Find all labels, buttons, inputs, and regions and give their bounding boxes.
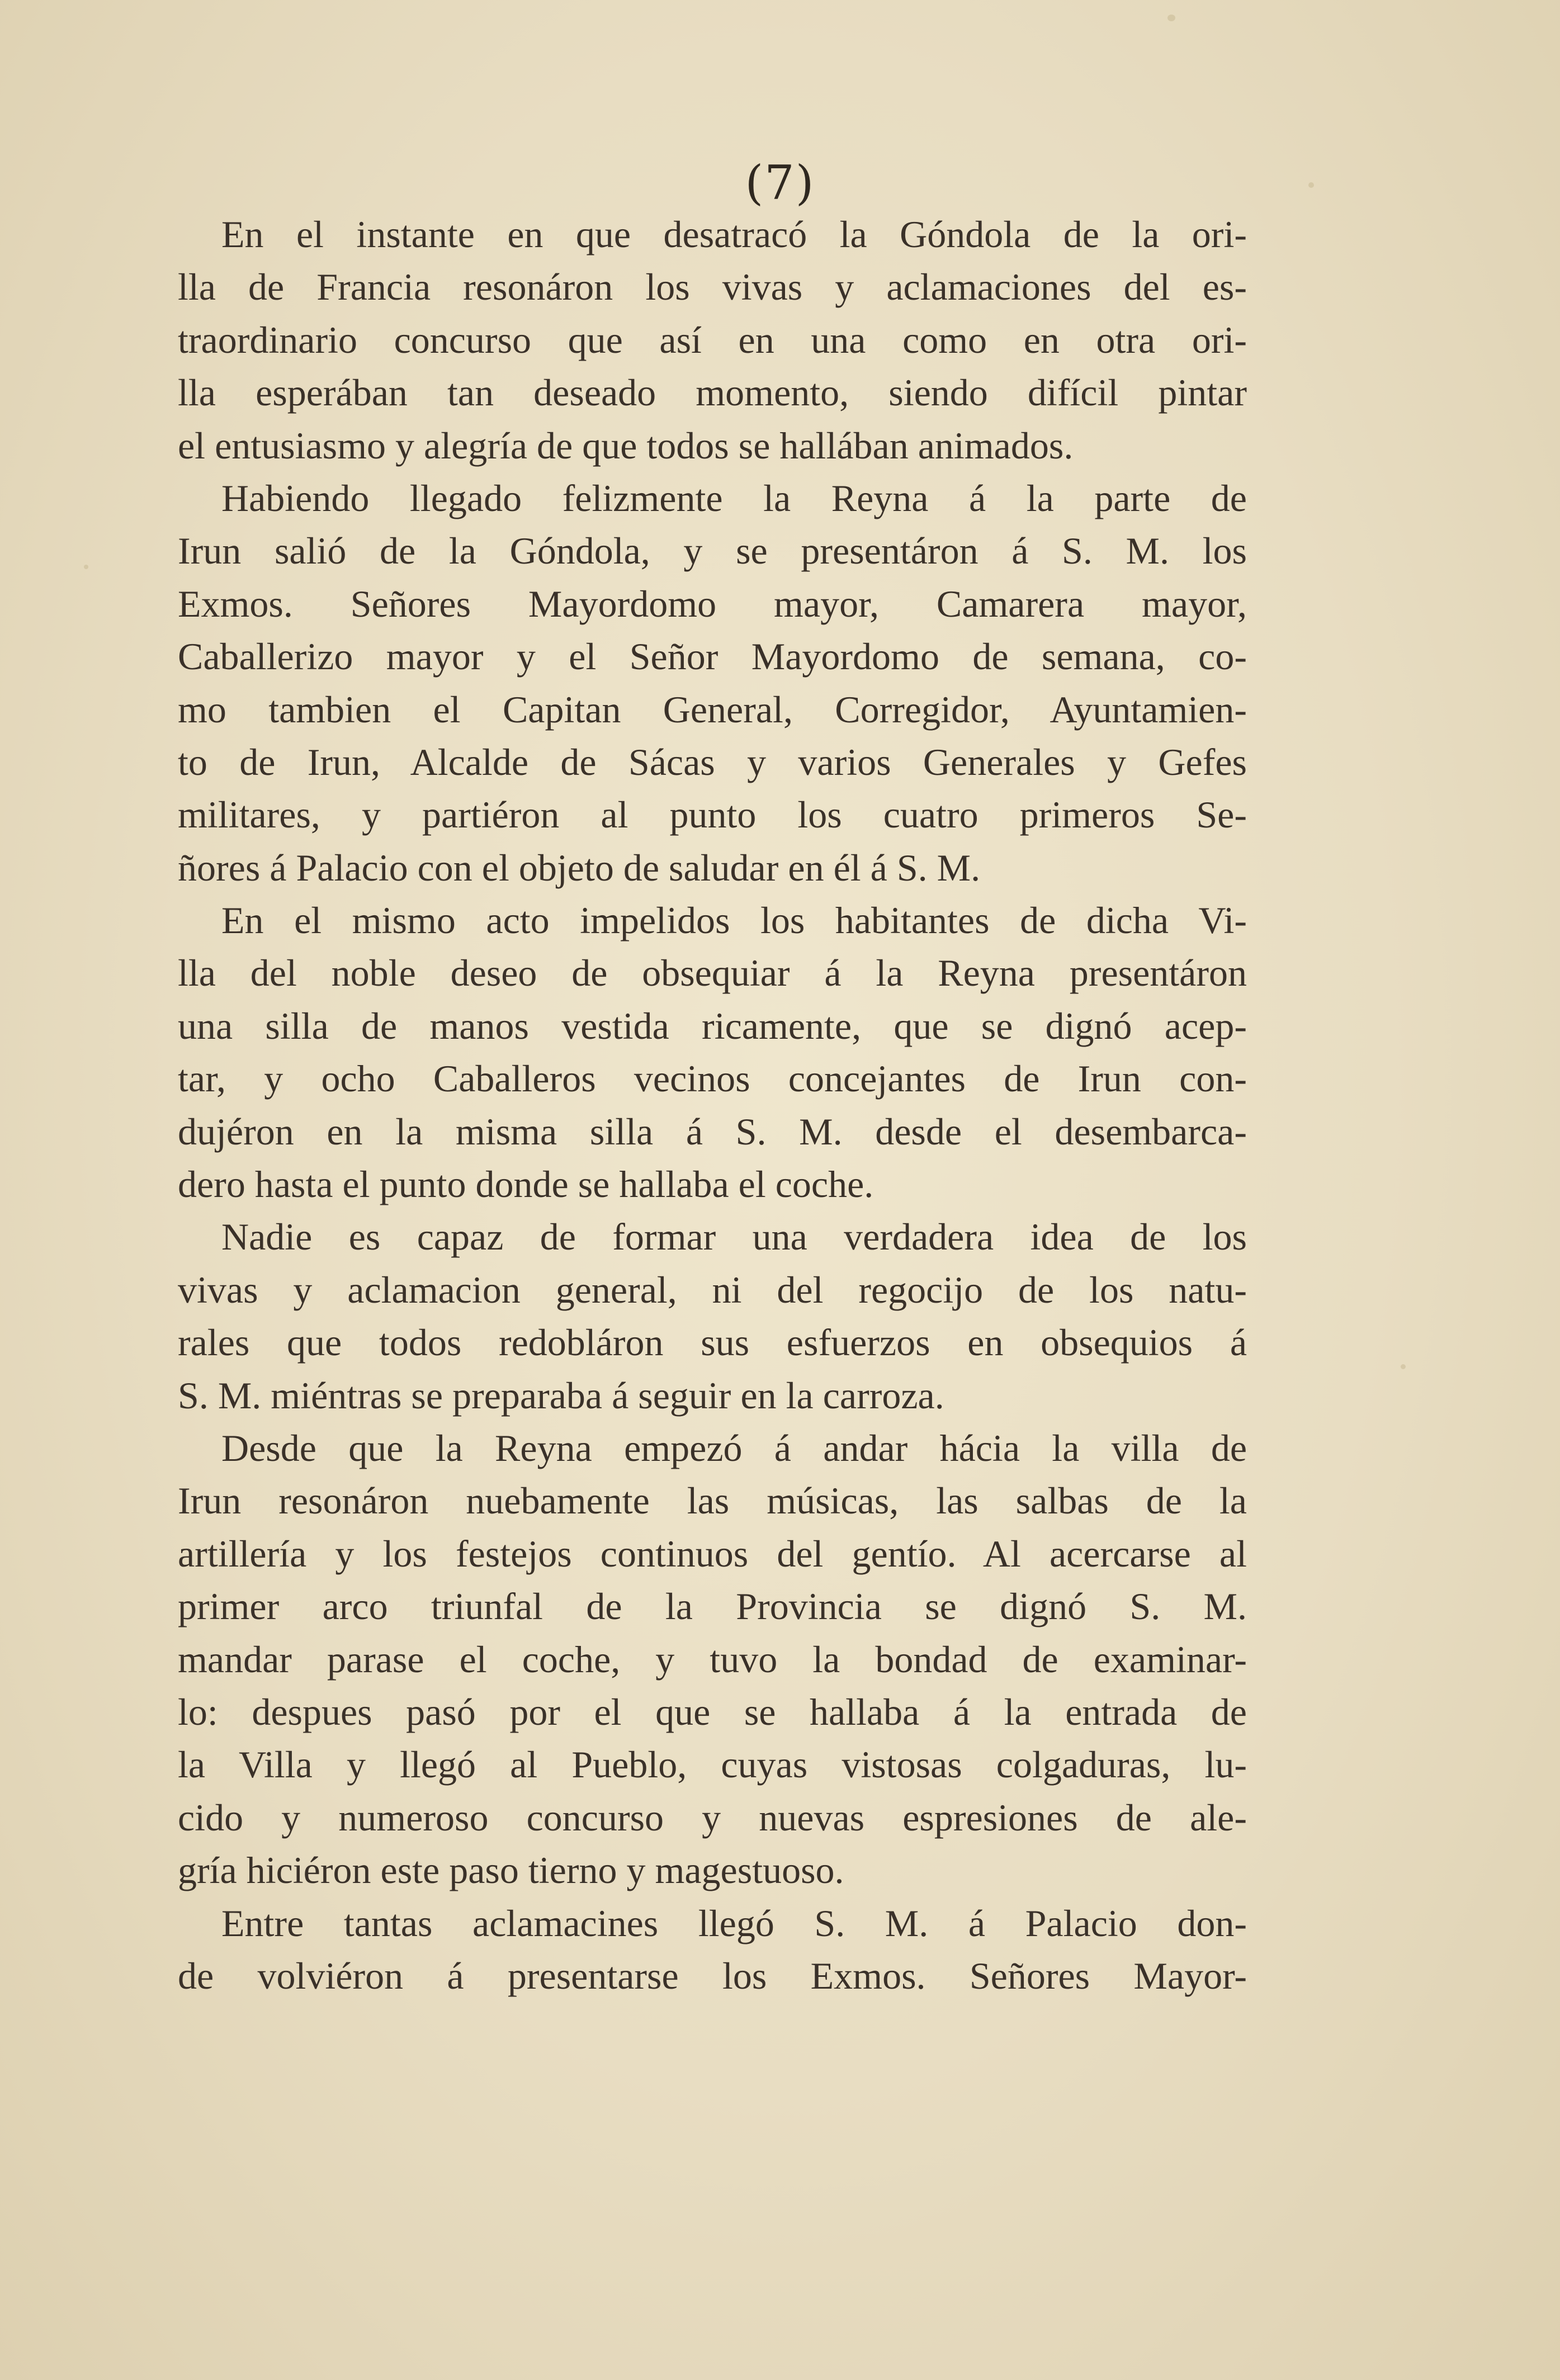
text-line: de volviéron á presentarse los Exmos. Señores Mayor-: [178, 1954, 1247, 1997]
text-line: cido y numeroso concurso y nuevas espresiones de ale-: [178, 1796, 1247, 1839]
text-line: vivas y aclamacion general, ni del regocijo de los natu-: [178, 1268, 1247, 1311]
text-line: una silla de manos vestida ricamente, que se dignó acep-: [178, 1004, 1247, 1047]
text-line: Entre tantas aclamacines llegó S. M. á Palacio don-: [221, 1901, 1247, 1944]
text-line: Desde que la Reyna empezó á andar hácia la villa de: [221, 1426, 1247, 1469]
text-line: mandar parase el coche, y tuvo la bondad de examinar-: [178, 1638, 1247, 1681]
page-number: (7): [745, 155, 815, 210]
text-line: dujéron en la misma silla á S. M. desde el desembarca-: [178, 1110, 1247, 1153]
text-line: lla del noble deseo de obsequiar á la Reyna presentáron: [178, 952, 1247, 995]
text-line: primer arco triunfal de la Provincia se dignó S. M.: [178, 1585, 1247, 1628]
text-line: tar, y ocho Caballeros vecinos concejantes de Irun con-: [178, 1057, 1247, 1100]
text-line: Irun resonáron nuebamente las músicas, las salbas de la: [178, 1479, 1247, 1522]
paper-speck: [84, 565, 88, 569]
text-line: Habiendo llegado felizmente la Reyna á la parte de: [221, 476, 1247, 519]
text-line: Nadie es capaz de formar una verdadera idea de los: [221, 1215, 1247, 1258]
text-line: to de Irun, Alcalde de Sácas y varios Generales y Gefes: [178, 740, 1247, 783]
text-line: rales que todos redobláron sus esfuerzos en obsequios á: [178, 1321, 1247, 1364]
text-line: la Villa y llegó al Pueblo, cuyas vistosas colgaduras, lu-: [178, 1743, 1247, 1786]
text-line: gría hiciéron este paso tierno y magestuoso.: [178, 1849, 844, 1892]
text-line: lla de Francia resonáron los vivas y aclamaciones del es-: [178, 266, 1247, 309]
text-line: Irun salió de la Góndola, y se presentáron á S. M. los: [178, 529, 1247, 572]
text-line: ñores á Palacio con el objeto de saludar en él á S. M.: [178, 846, 981, 889]
text-line: Caballerizo mayor y el Señor Mayordomo de semana, co-: [178, 635, 1247, 678]
text-line: En el mismo acto impelidos los habitantes de dicha Vi-: [221, 899, 1247, 942]
text-line: En el instante en que desatracó la Góndola de la ori-: [221, 213, 1247, 255]
text-line: lo: despues pasó por el que se hallaba á la entrada de: [178, 1690, 1247, 1733]
text-line: traordinario concurso que así en una como en otra ori-: [178, 318, 1247, 361]
text-line: el entusiasmo y alegría de que todos se hallában animados.: [178, 424, 1074, 467]
text-line: artillería y los festejos continuos del gentío. Al acercarse al: [178, 1532, 1247, 1575]
text-line: dero hasta el punto donde se hallaba el coche.: [178, 1163, 874, 1206]
text-line: S. M. miéntras se preparaba á seguir en la carroza.: [178, 1374, 944, 1417]
paper-speck: [1401, 1364, 1406, 1369]
text-line: lla esperában tan deseado momento, siendo difícil pintar: [178, 371, 1247, 414]
body-text: [178, 208, 1247, 2002]
text-line: militares, y partiéron al punto los cuatro primeros Se-: [178, 793, 1247, 836]
text-line: mo tambien el Capitan General, Corregidor, Ayuntamien-: [178, 688, 1247, 731]
paper-speck: [1167, 15, 1175, 21]
text-line: Exmos. Señores Mayordomo mayor, Camarera mayor,: [178, 582, 1247, 625]
